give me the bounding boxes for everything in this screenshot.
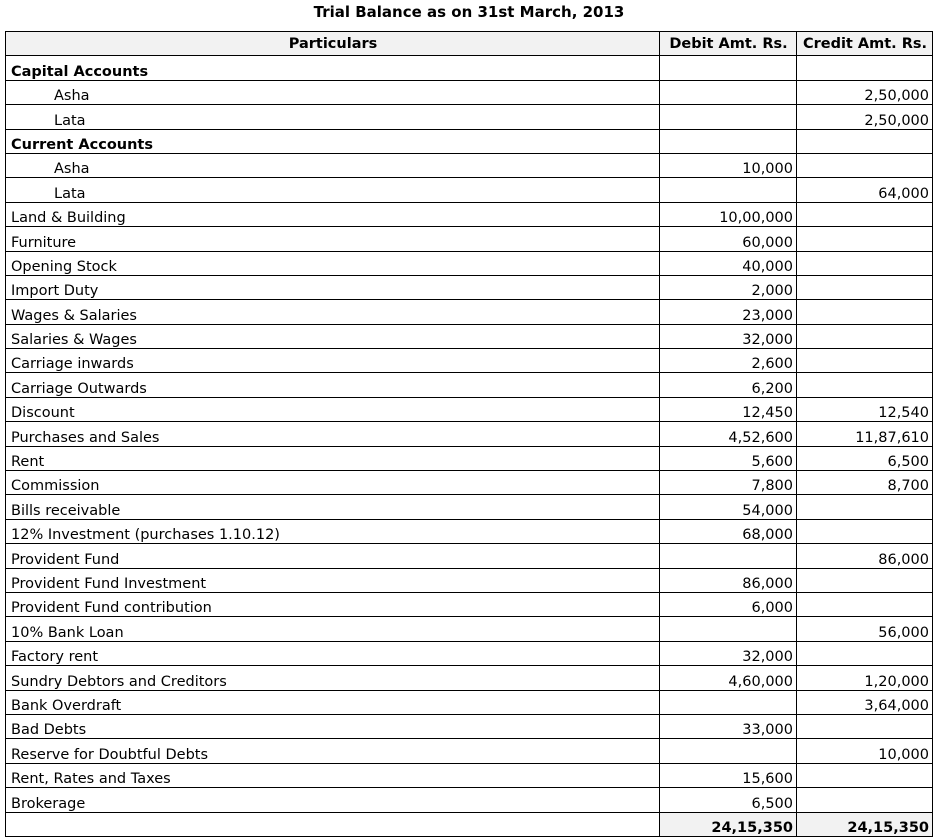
row-credit — [797, 153, 933, 177]
row-debit: 60,000 — [660, 227, 797, 251]
table-row — [6, 397, 933, 421]
row-debit: 7,800 — [660, 471, 797, 495]
table-row — [6, 300, 933, 324]
row-debit: 15,600 — [660, 763, 797, 787]
table-row — [6, 80, 933, 104]
table-row — [6, 129, 933, 153]
row-credit: 11,87,610 — [797, 422, 933, 446]
row-label: Brokerage — [6, 788, 660, 812]
row-label: Furniture — [6, 227, 660, 251]
total-credit: 24,15,350 — [797, 812, 933, 836]
row-debit: 6,200 — [660, 373, 797, 397]
total-label — [6, 812, 660, 836]
row-label: Factory rent — [6, 641, 660, 665]
row-debit — [660, 617, 797, 641]
row-label: Asha — [6, 80, 660, 104]
row-debit — [660, 129, 797, 153]
header-particulars: Particulars — [6, 32, 660, 56]
row-label: Bills receivable — [6, 495, 660, 519]
row-debit: 12,450 — [660, 397, 797, 421]
row-debit: 5,600 — [660, 446, 797, 470]
row-credit: 3,64,000 — [797, 690, 933, 714]
table-row — [6, 178, 933, 202]
row-label: 10% Bank Loan — [6, 617, 660, 641]
table-row — [6, 349, 933, 373]
table-row — [6, 519, 933, 543]
row-credit — [797, 227, 933, 251]
row-credit — [797, 568, 933, 592]
row-credit — [797, 324, 933, 348]
table-row — [6, 544, 933, 568]
row-label: Lata — [6, 178, 660, 202]
row-debit — [660, 56, 797, 80]
table-row — [6, 788, 933, 812]
row-label: 12% Investment (purchases 1.10.12) — [6, 519, 660, 543]
table-row — [6, 324, 933, 348]
row-credit: 86,000 — [797, 544, 933, 568]
table-row — [6, 763, 933, 787]
table-row — [6, 495, 933, 519]
row-credit — [797, 275, 933, 299]
row-label: Provident Fund Investment — [6, 568, 660, 592]
row-label: Opening Stock — [6, 251, 660, 275]
table-row — [6, 56, 933, 80]
row-credit — [797, 56, 933, 80]
row-debit: 10,000 — [660, 153, 797, 177]
row-credit: 12,540 — [797, 397, 933, 421]
row-credit: 10,000 — [797, 739, 933, 763]
header-credit: Credit Amt. Rs. — [797, 32, 933, 56]
row-debit — [660, 544, 797, 568]
row-label: Carriage inwards — [6, 349, 660, 373]
row-debit — [660, 739, 797, 763]
row-debit: 68,000 — [660, 519, 797, 543]
table-row — [6, 153, 933, 177]
table-row — [6, 714, 933, 738]
row-label: Provident Fund — [6, 544, 660, 568]
row-label: Provident Fund contribution — [6, 592, 660, 616]
table-row — [6, 446, 933, 470]
total-debit: 24,15,350 — [660, 812, 797, 836]
table-row — [6, 690, 933, 714]
row-credit — [797, 373, 933, 397]
row-debit: 6,000 — [660, 592, 797, 616]
table-row — [6, 202, 933, 226]
row-debit — [660, 105, 797, 129]
header-debit: Debit Amt. Rs. — [660, 32, 797, 56]
row-label: Bad Debts — [6, 714, 660, 738]
row-credit — [797, 641, 933, 665]
row-label: Land & Building — [6, 202, 660, 226]
row-label: Reserve for Doubtful Debts — [6, 739, 660, 763]
row-debit: 86,000 — [660, 568, 797, 592]
table-row — [6, 592, 933, 616]
table-row — [6, 373, 933, 397]
table-row — [6, 739, 933, 763]
row-debit — [660, 690, 797, 714]
row-credit — [797, 592, 933, 616]
row-credit — [797, 300, 933, 324]
row-debit: 4,60,000 — [660, 666, 797, 690]
row-credit — [797, 251, 933, 275]
row-debit: 33,000 — [660, 714, 797, 738]
table-body — [6, 56, 933, 837]
row-credit — [797, 202, 933, 226]
row-credit: 56,000 — [797, 617, 933, 641]
row-debit — [660, 178, 797, 202]
table-row — [6, 251, 933, 275]
row-debit: 32,000 — [660, 641, 797, 665]
row-debit: 6,500 — [660, 788, 797, 812]
page-title: Trial Balance as on 31st March, 2013 — [313, 3, 625, 21]
table-row — [6, 227, 933, 251]
row-label: Capital Accounts — [6, 56, 660, 80]
row-credit — [797, 519, 933, 543]
row-credit — [797, 495, 933, 519]
row-label: Current Accounts — [6, 129, 660, 153]
row-credit: 8,700 — [797, 471, 933, 495]
row-credit — [797, 714, 933, 738]
table-row — [6, 641, 933, 665]
row-label: Commission — [6, 471, 660, 495]
row-debit: 2,000 — [660, 275, 797, 299]
table-row — [6, 471, 933, 495]
row-credit — [797, 763, 933, 787]
row-credit — [797, 349, 933, 373]
row-label: Import Duty — [6, 275, 660, 299]
table-row — [6, 105, 933, 129]
row-debit: 32,000 — [660, 324, 797, 348]
row-debit: 23,000 — [660, 300, 797, 324]
row-debit: 4,52,600 — [660, 422, 797, 446]
table-row — [6, 617, 933, 641]
row-debit: 40,000 — [660, 251, 797, 275]
row-label: Carriage Outwards — [6, 373, 660, 397]
total-row — [6, 812, 933, 836]
table-row — [6, 422, 933, 446]
row-debit: 10,00,000 — [660, 202, 797, 226]
row-credit — [797, 788, 933, 812]
row-debit — [660, 80, 797, 104]
row-label: Lata — [6, 105, 660, 129]
row-label: Rent, Rates and Taxes — [6, 763, 660, 787]
row-label: Discount — [6, 397, 660, 421]
table-row — [6, 666, 933, 690]
row-label: Wages & Salaries — [6, 300, 660, 324]
row-label: Bank Overdraft — [6, 690, 660, 714]
row-label: Salaries & Wages — [6, 324, 660, 348]
table-row — [6, 568, 933, 592]
row-credit: 2,50,000 — [797, 105, 933, 129]
row-label: Rent — [6, 446, 660, 470]
row-debit: 2,600 — [660, 349, 797, 373]
table-row — [6, 275, 933, 299]
row-label: Sundry Debtors and Creditors — [6, 666, 660, 690]
row-label: Purchases and Sales — [6, 422, 660, 446]
trial-balance-table — [5, 31, 933, 837]
row-credit: 6,500 — [797, 446, 933, 470]
row-credit — [797, 129, 933, 153]
row-debit: 54,000 — [660, 495, 797, 519]
row-credit: 2,50,000 — [797, 80, 933, 104]
row-credit: 64,000 — [797, 178, 933, 202]
header-row — [6, 32, 933, 56]
row-label: Asha — [6, 153, 660, 177]
row-credit: 1,20,000 — [797, 666, 933, 690]
